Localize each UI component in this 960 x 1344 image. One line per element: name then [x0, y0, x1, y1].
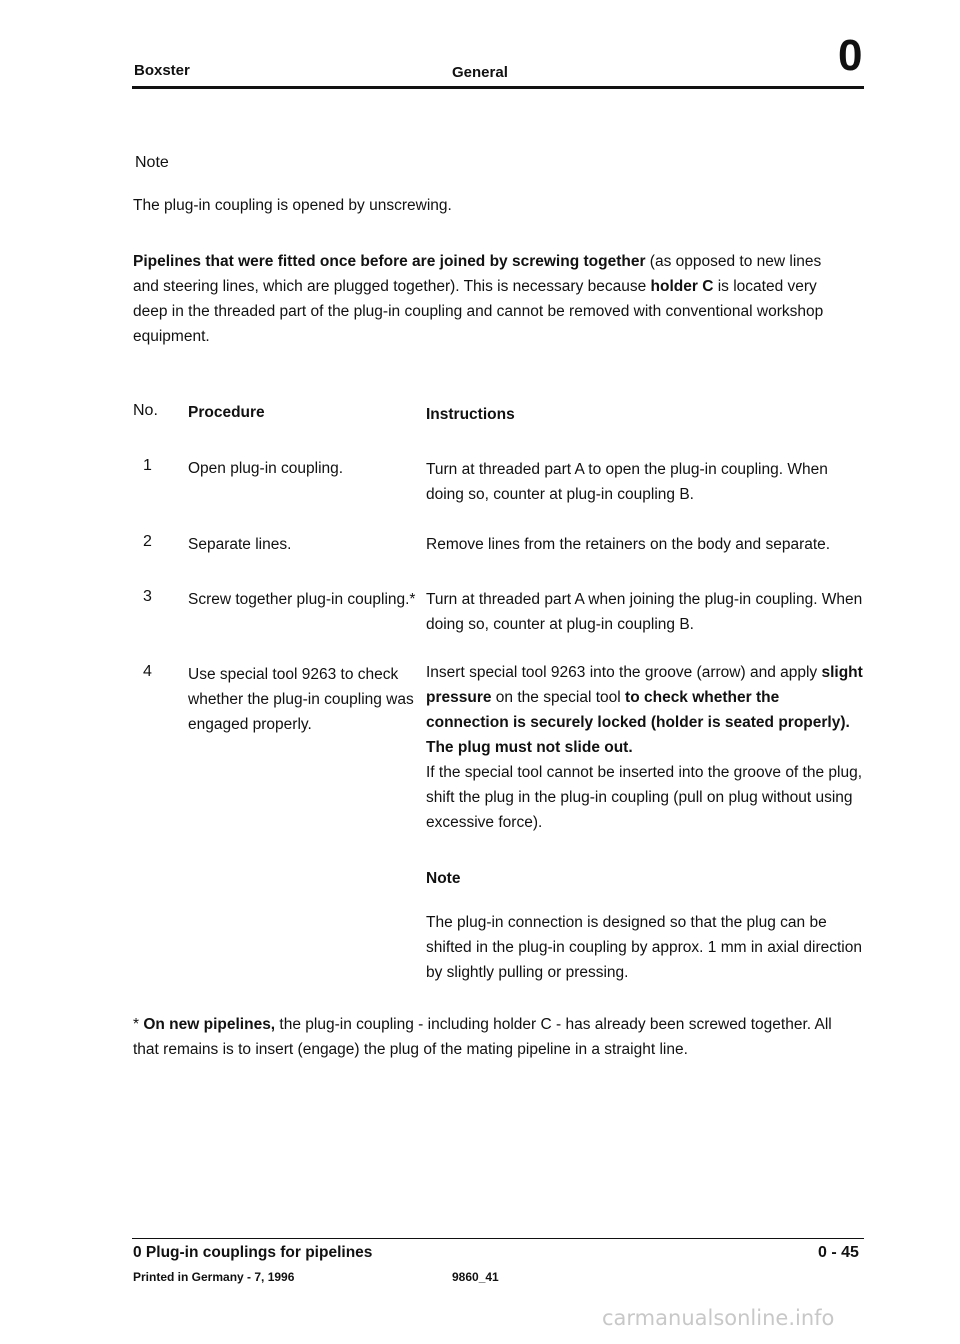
watermark: carmanualsonline.info	[602, 1306, 835, 1330]
header-model: Boxster	[134, 62, 190, 79]
footnote-star: *	[133, 1016, 144, 1033]
row4-note-text: The plug-in connection is designed so that the plug can be shifted in the plug-in coupling by approx. 1 mm in axial direction by slightly pulling or pressing.	[426, 914, 862, 981]
footer-page-number: 0 - 45	[818, 1244, 859, 1261]
footnote	[133, 1012, 853, 1062]
table-row-instructions	[426, 660, 866, 835]
table-row-instructions: Remove lines from the retainers on the body and separate.	[426, 536, 831, 553]
intro-text-2: is located very deep in the threaded part of the plug-in coupling and cannot be removed with conventional workshop equipment.	[133, 278, 824, 345]
intro-bold-lead: Pipelines that were fitted once before are joined by screwing together	[133, 253, 646, 270]
intro-paragraph	[133, 249, 843, 349]
header-rule	[132, 86, 864, 89]
note-label: Note	[135, 154, 169, 171]
footnote-bold: On new pipelines,	[143, 1016, 276, 1033]
table-row-instructions: Turn at threaded part A to open the plug-in coupling. When doing so, counter at plug-in coupling B.	[426, 461, 828, 503]
row4-instr-bold-2: to check whether the connection is securely locked (holder is seated properly).	[426, 689, 850, 731]
table-row-number: 3	[143, 588, 152, 605]
row4-instr-text-2: on the special tool	[491, 689, 626, 706]
footer-title: 0 Plug-in couplings for pipelines	[133, 1244, 373, 1261]
row4-instr-bold-3: The plug must not slide out.	[426, 739, 633, 756]
table-row-instructions: Turn at threaded part A when joining the plug-in coupling. When doing so, counter at plug-in coupling B.	[426, 591, 863, 633]
table-row-procedure: Screw together plug-in coupling.*	[188, 591, 416, 608]
footer-printed: Printed in Germany - 7, 1996	[133, 1270, 295, 1284]
table-row-number: 1	[143, 457, 152, 474]
header-section: General	[452, 64, 508, 81]
row4-instr-text-1: Insert special tool 9263 into the groove (arrow) and apply	[426, 664, 822, 681]
row4-instr-bold-1: slight pressure	[426, 664, 863, 706]
footer-reference: 9860_41	[452, 1270, 499, 1284]
table-row-procedure: Open plug-in coupling.	[188, 460, 344, 477]
row4-instr-text-3: If the special tool cannot be inserted into the groove of the plug, shift the plug in the plug-in coupling (pull on plug without using excessive force).	[426, 764, 863, 831]
note-body: The plug-in coupling is opened by unscrewing.	[133, 197, 452, 214]
footer-rule	[132, 1238, 864, 1239]
table-header-no: No.	[133, 402, 158, 419]
header-group-code: 0	[838, 31, 863, 80]
table-header-instructions: Instructions	[426, 406, 515, 423]
intro-text-1: (as opposed to new lines and steering lines, which are plugged together). This is necessary because	[133, 253, 822, 295]
table-row-procedure: Use special tool 9263 to check whether the plug-in coupling was engaged properly.	[188, 666, 414, 733]
table-row-procedure: Separate lines.	[188, 536, 292, 553]
row4-note-label: Note	[426, 870, 461, 887]
footnote-text: the plug-in coupling - including holder C - has already been screwed together. All that remains is to insert (engage) the plug of the mating pipeline in a straight line.	[133, 1016, 832, 1058]
table-header-procedure: Procedure	[188, 404, 265, 421]
intro-bold-holder: holder C	[650, 278, 714, 295]
table-row-number: 4	[143, 663, 152, 680]
table-row-number: 2	[143, 533, 152, 550]
